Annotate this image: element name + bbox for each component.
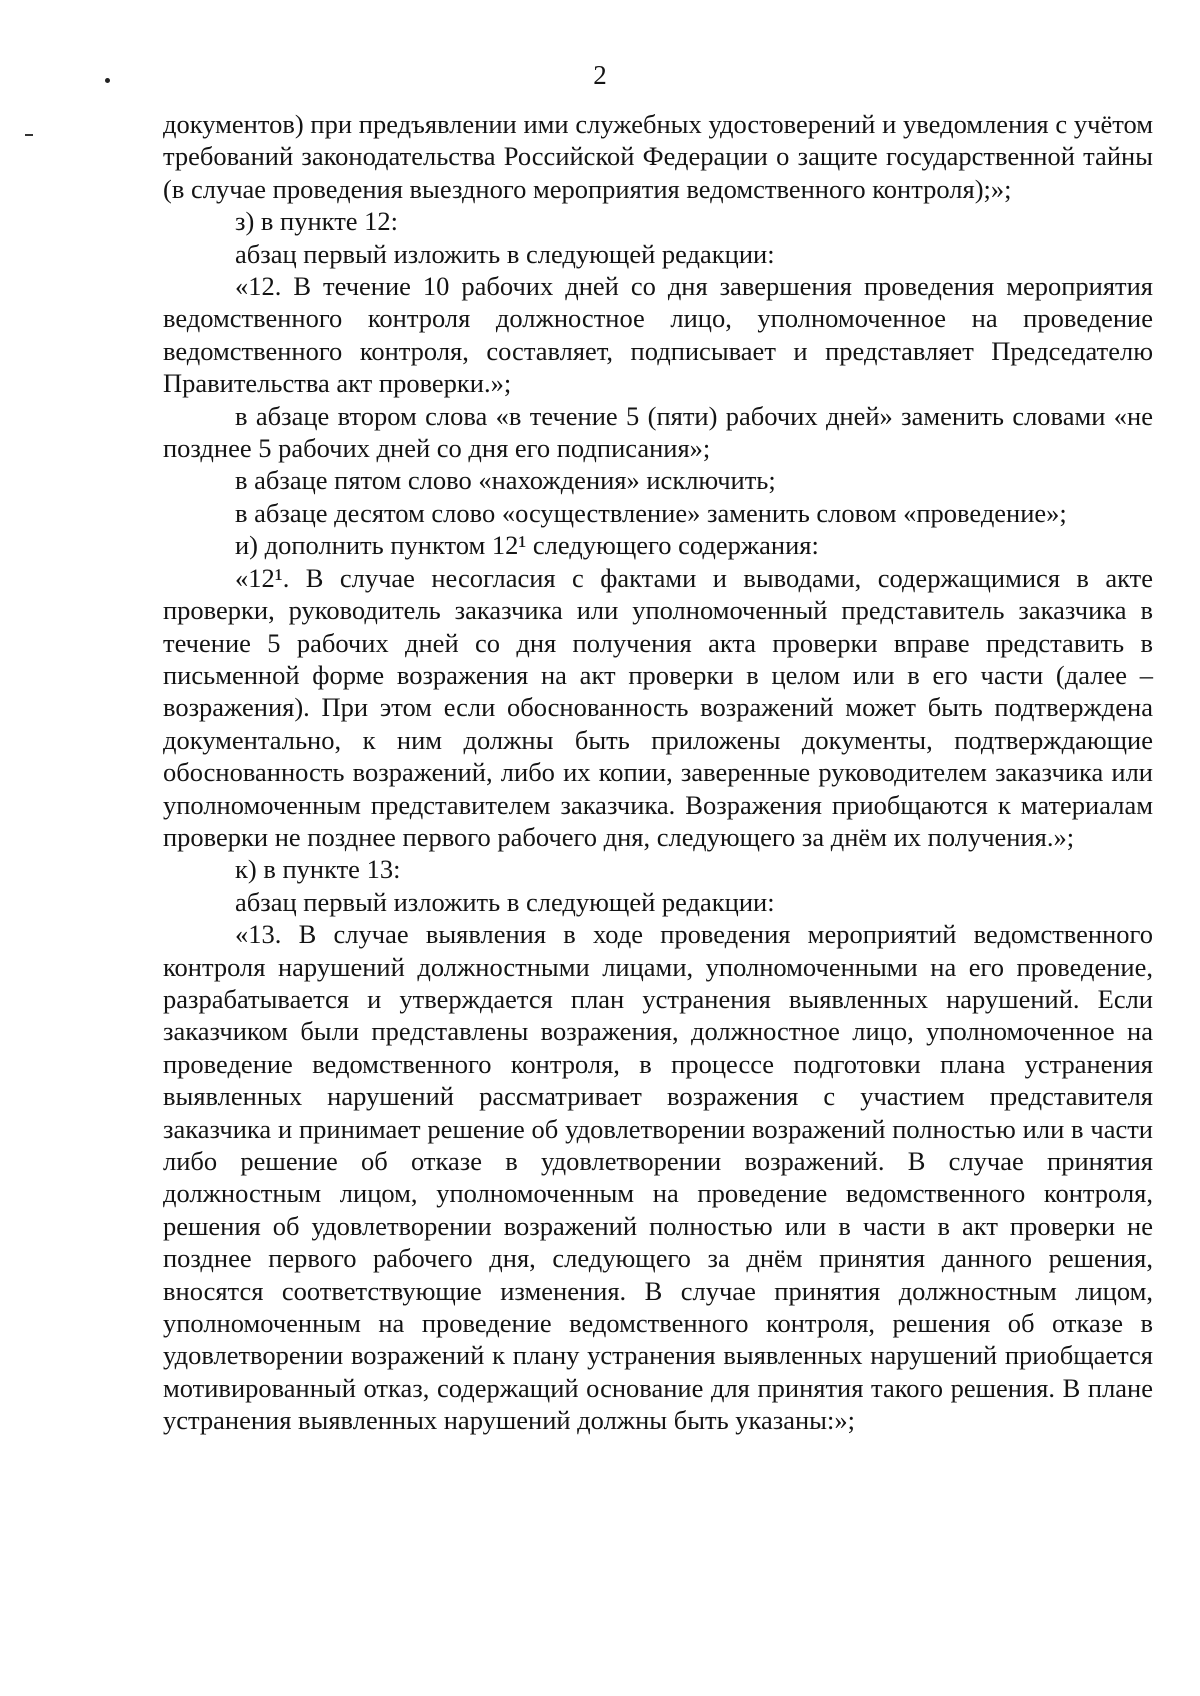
paragraph-item-z: з) в пункте 12: (235, 206, 399, 237)
paragraph-clause-12-1: «12¹. В случае несогласия с фактами и выводами, содержащимися в акте проверки, руководитель заказчика или уполномоченный представитель заказчика в течение 5 рабочих дней со дня получения акта проверки вправе представить в письменной форме возражения на акт проверки в целом или в его части (далее – возражения). При этом если обоснованность возражений может быть подтверждена документально, к ним должны быть приложены документы, подтверждающие обоснованность возражений, либо их копии, заверенные руководителем заказчика или уполномоченным представителем заказчика. Возражения приобщаются к материалам проверки не позднее первого рабочего дня, следующего за днём их получения.»; (163, 562, 1153, 852)
paragraph-instruction-2: абзац первый изложить в следующей редакции: (235, 886, 775, 917)
paragraph-clause-12: «12. В течение 10 рабочих дней со дня завершения проведения мероприятия ведомственного контроля должностное лицо, уполномоченное на проведение ведомственного контроля, составляет, подписывает и представляет Председателю Правительства акт проверки.»; (163, 271, 1153, 399)
page-number: 2 (593, 60, 607, 90)
document-body (163, 108, 1153, 1437)
paragraph-second-abzac: в абзаце втором слова «в течение 5 (пяти) рабочих дней» заменить словами «не позднее 5 рабочих дней со дня его подписания»; (163, 400, 1153, 464)
paragraph-item-k: к) в пункте 13: (235, 854, 401, 885)
paragraph-tenth-abzac: в абзаце десятом слово «осуществление» заменить словом «проведение»; (235, 497, 1067, 528)
scan-artifact-dash (25, 134, 33, 136)
paragraph-continuation: документов) при предъявлении ими служебных удостоверений и уведомления с учётом требований законодательства Российской Федерации о защите государственной тайны (в случае проведения выездного мероприятия ведомственного контроля);»; (163, 109, 1153, 204)
paragraph-item-i: и) дополнить пунктом 12¹ следующего содержания: (235, 530, 819, 561)
paragraph-clause-13: «13. В случае выявления в ходе проведения мероприятий ведомственного контроля нарушений должностными лицами, уполномоченными на его проведение, разрабатывается и утверждается план устранения выявленных нарушений. Если заказчиком были представлены возражения, должностное лицо, уполномоченное на проведение ведомственного контроля, в процессе подготовки плана устранения выявленных нарушений рассматривает возражения с участием представителя заказчика и принимает решение об удовлетворении возражений полностью или в части либо решение об отказе в удовлетворении возражений. В случае принятия должностным лицом, уполномоченным на проведение ведомственного контроля, решения об удовлетворении возражений полностью или в части в акт проверки не позднее первого рабочего дня, следующего за днём принятия данного решения, вносятся соответствующие изменения. В случае принятия должностным лицом, уполномоченным на проведение ведомственного контроля, решения об отказе в удовлетворении возражений к плану устранения выявленных нарушений приобщается мотивированный отказ, содержащий основание для принятия такого решения. В плане устранения выявленных нарушений должны быть указаны:»; (163, 919, 1153, 1436)
paragraph-fifth-abzac: в абзаце пятом слово «нахождения» исключить; (235, 465, 776, 496)
paragraph-instruction: абзац первый изложить в следующей редакции: (235, 238, 775, 269)
